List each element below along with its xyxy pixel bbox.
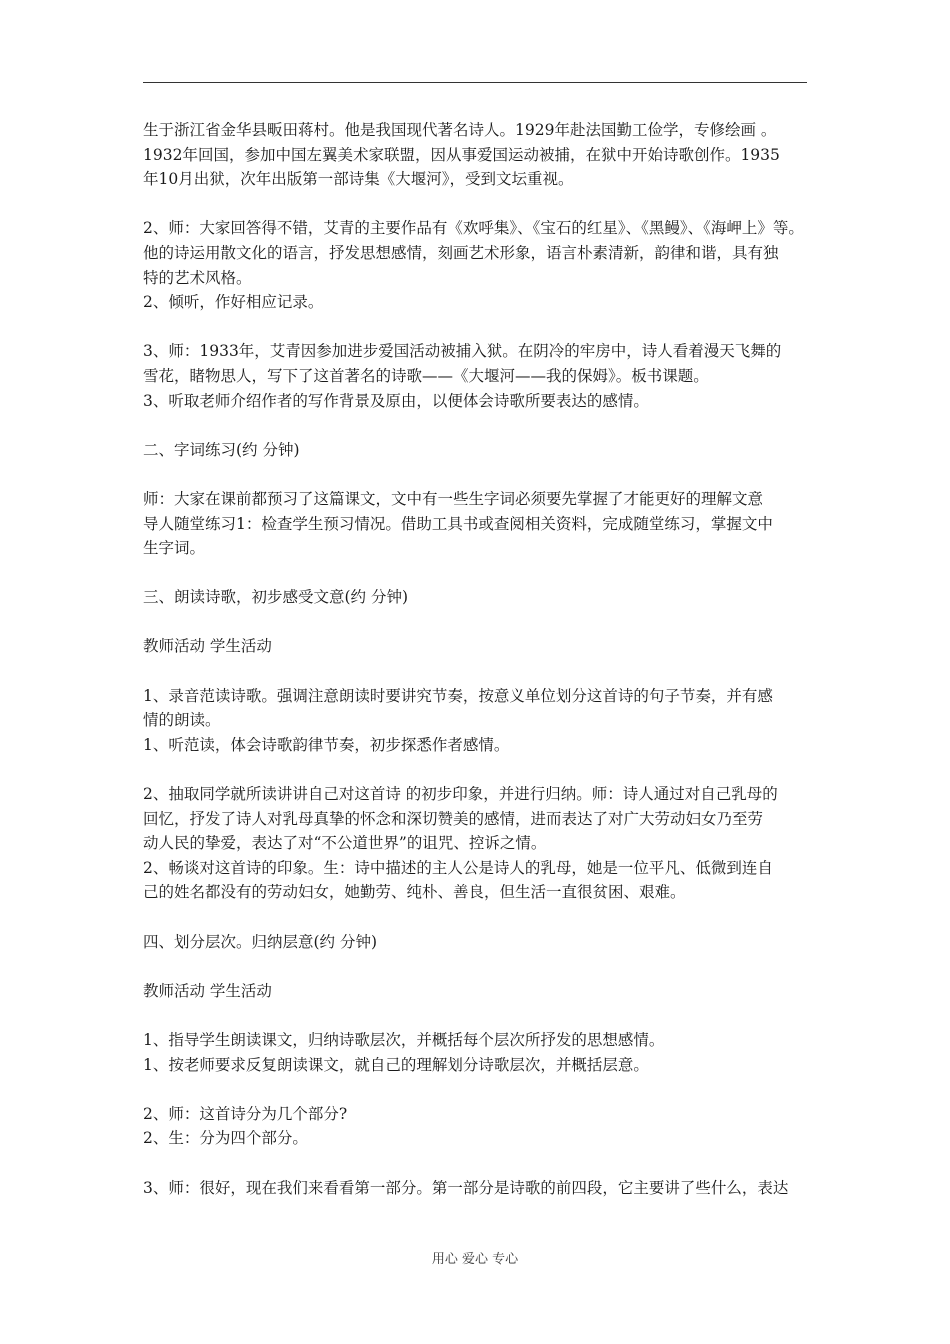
header-rule [143, 82, 807, 83]
paragraph-gap [143, 659, 811, 684]
text-line: 1、按老师要求反复朗读课文，就自己的理解划分诗歌层次，并概括层意。 [143, 1055, 649, 1074]
text-line: 2、倾听，作好相应记录。 [143, 293, 324, 312]
text-line: 雪花，睹物思人，写下了这首著名的诗歌——《大堰河——我的保姆》。板书课题。 [143, 366, 709, 385]
text-line: 生于浙江省金华县畈田蒋村。他是我国现代著名诗人。1929年赴法国勤工俭学，专修绘画 。 [143, 121, 777, 139]
text-line: 特的艺术风格。 [143, 268, 252, 287]
text-line: 2、生：分为四个部分。 [143, 1129, 308, 1148]
text-line: 教师活动 学生活动 [143, 981, 272, 1000]
paragraph-gap [143, 757, 811, 782]
text-line: 2、师：大家回答得不错，艾青的主要作品有《欢呼集》、《宝石的红星》、《黑鳗》、《海岬上》等。 [143, 219, 804, 238]
text-line: 他的诗运用散文化的语言，抒发思想感情，刻画艺术形象，语言朴素清新，韵律和谐，具有独 [143, 243, 779, 262]
text-line: 3、师：很好，现在我们来看看第一部分。第一部分是诗歌的前四段，它主要讲了些什么，表达 [143, 1178, 789, 1197]
text-line: 2、抽取同学就所读讲讲自己对这首诗 的初步印象，并进行归纳。师：诗人通过对自己乳母的 [143, 785, 778, 804]
text-line: 师：大家在课前都预习了这篇课文，文中有一些生字词必须要先掌握了才能更好的理解文意 [143, 489, 764, 508]
paragraph-gap [143, 561, 811, 586]
paragraph-gap [143, 1003, 811, 1028]
text-line: 1、听范读，体会诗歌韵律节奏，初步探悉作者感情。 [143, 735, 510, 754]
text-line: 教师活动 学生活动 [143, 637, 272, 656]
paragraph-gap [143, 905, 811, 930]
paragraph-gap [143, 954, 811, 979]
text-line: 回忆，抒发了诗人对乳母真挚的怀念和深切赞美的感情，进而表达了对广大劳动妇女乃至劳 [143, 809, 764, 828]
paragraph-gap [143, 413, 811, 438]
text-line: 二、字词练习(约 分钟) [143, 440, 300, 459]
text-line: 己的姓名都没有的劳动妇女，她勤劳、纯朴、善良，但生活一直很贫困、艰难。 [143, 883, 686, 902]
document-body [143, 118, 811, 1200]
paragraph-gap [143, 315, 811, 340]
text-line: 年10月出狱，次年出版第一部诗集《大堰河》，受到文坛重视。 [143, 170, 574, 189]
text-line: 四、划分层次。归纳层意(约 分钟) [143, 932, 378, 951]
text-line: 三、朗读诗歌，初步感受文意(约 分钟) [143, 588, 409, 607]
text-line: 3、听取老师介绍作者的写作背景及原由，以便体会诗歌所要表达的感情。 [143, 391, 649, 410]
text-line: 1、指导学生朗读课文，归纳诗歌层次，并概括每个层次所抒发的思想感情。 [143, 1030, 665, 1049]
paragraph-gap [143, 1077, 811, 1102]
text-line: 动人民的挚爱，表达了对“不公道世界”的诅咒、控诉之情。 [143, 834, 547, 853]
text-line: 生字词。 [143, 539, 206, 558]
text-line: 2、师：这首诗分为几个部分? [143, 1104, 348, 1123]
text-line: 1932年回国，参加中国左翼美术家联盟，因从事爱国运动被捕，在狱中开始诗歌创作。1935 [143, 145, 780, 164]
paragraph-gap [143, 462, 811, 487]
text-line: 导人随堂练习1：检查学生预习情况。借助工具书或查阅相关资料，完成随堂练习，掌握文中 [143, 514, 773, 533]
text-line: 情的朗读。 [143, 711, 221, 730]
paragraph-gap [143, 192, 811, 217]
paragraph-gap [143, 1151, 811, 1176]
text-line: 1、录音范读诗歌。强调注意朗读时要讲究节奏，按意义单位划分这首诗的句子节奏，并有感 [143, 686, 773, 705]
text-line: 3、师：1933年，艾青因参加进步爱国活动被捕入狱。在阴冷的牢房中，诗人看着漫天飞舞的 [143, 342, 782, 361]
paragraph-gap [143, 610, 811, 635]
page-footer: 用心 爱心 专心 [431, 1252, 519, 1267]
text-line: 2、畅谈对这首诗的印象。生：诗中描述的主人公是诗人的乳母，她是一位平凡、低微到连自 [143, 858, 773, 877]
